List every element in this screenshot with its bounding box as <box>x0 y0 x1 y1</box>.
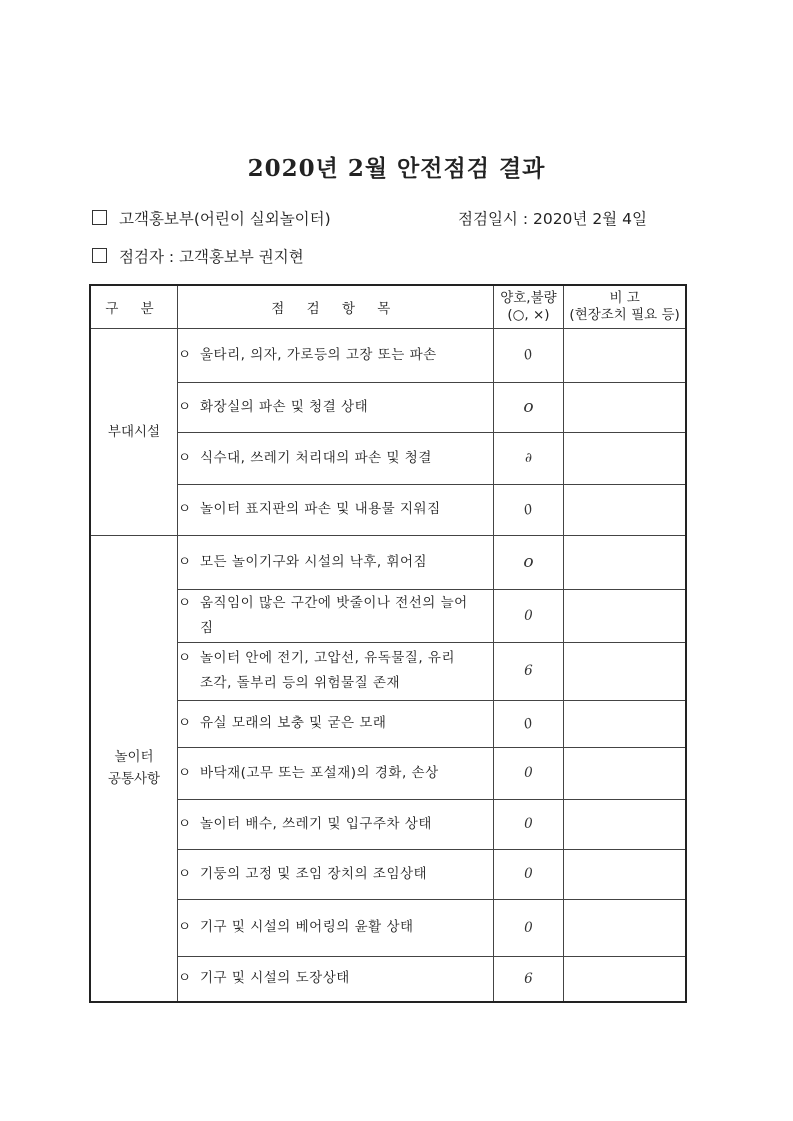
result-mark: 0 <box>524 765 533 781</box>
bullet-icon: ㅇ <box>178 449 192 466</box>
bullet-icon: ㅇ <box>178 715 192 731</box>
table-row <box>90 589 686 642</box>
check-item-text: 식수대, 쓰레기 처리대의 파손 및 청결 <box>200 449 432 466</box>
bullet-icon: ㅇ <box>178 970 192 987</box>
result-cell[interactable] <box>493 484 564 535</box>
result-cell[interactable] <box>493 328 564 382</box>
check-item <box>178 432 494 484</box>
department-line <box>92 207 331 229</box>
check-item <box>178 956 494 1002</box>
result-mark: 0 <box>524 607 533 624</box>
result-mark: ∂ <box>524 450 532 466</box>
inspector-line <box>92 245 304 267</box>
result-cell[interactable] <box>493 747 564 799</box>
note-cell[interactable] <box>564 432 686 484</box>
header-note-line1: 비 고 <box>609 289 640 306</box>
note-cell[interactable] <box>564 747 686 799</box>
table-row <box>90 956 686 1002</box>
table-row <box>90 535 686 589</box>
result-mark: 0 <box>524 866 533 882</box>
result-cell[interactable] <box>493 432 564 484</box>
table-row <box>90 747 686 799</box>
header-note-line2: (현장조치 필요 등) <box>569 306 680 323</box>
inspection-date: 점검일시 : 2020년 2월 4일 <box>458 210 647 228</box>
check-item <box>178 382 494 432</box>
check-item-text: 기구 및 시설의 베어링의 윤활 상태 <box>200 919 414 935</box>
bullet-icon: ㅇ <box>178 815 192 832</box>
bullet-icon: ㅇ <box>178 919 192 935</box>
table-row <box>90 642 686 700</box>
category-line2: 공통사항 <box>107 771 161 788</box>
check-item <box>178 700 494 747</box>
result-mark: o <box>523 552 534 572</box>
check-item-text: 모든 놀이기구와 시설의 낙후, 휘어짐 <box>200 553 428 570</box>
check-item-text: 놀이터 표지판의 파손 및 내용물 지워짐 <box>200 501 441 517</box>
note-cell[interactable] <box>564 535 686 589</box>
header-result-line1: 양호,불량 <box>500 289 557 306</box>
bullet-icon: ㅇ <box>178 865 192 882</box>
table-row <box>90 484 686 535</box>
result-cell[interactable] <box>493 899 564 956</box>
check-item-text: 울타리, 의자, 가로등의 고장 또는 파손 <box>200 346 437 363</box>
header-result <box>493 285 564 328</box>
table-row <box>90 899 686 956</box>
note-cell[interactable] <box>564 956 686 1002</box>
check-item-text: 놀이터 배수, 쓰레기 및 입구주차 상태 <box>200 815 432 832</box>
bullet-icon: ㅇ <box>178 594 192 611</box>
result-mark: 6 <box>524 663 533 679</box>
checkbox-department[interactable] <box>92 210 107 225</box>
checkbox-inspector[interactable] <box>92 248 107 263</box>
department-label: 고객홍보부(어린이 실외놀이터) <box>119 210 331 228</box>
bullet-icon: ㅇ <box>178 346 192 363</box>
check-item-text: 기구 및 시설의 도장상태 <box>200 970 350 987</box>
bullet-icon: ㅇ <box>178 398 192 415</box>
inspector-label: 점검자 : 고객홍보부 권지현 <box>119 248 304 266</box>
result-mark: 0 <box>524 816 533 832</box>
check-item <box>178 535 494 589</box>
note-cell[interactable] <box>564 484 686 535</box>
result-mark: 0 <box>522 714 535 733</box>
header-category: 구 분 <box>90 285 178 328</box>
header-item: 점 검 항 목 <box>178 285 494 328</box>
check-item <box>178 899 494 956</box>
check-item-text: 기둥의 고정 및 조임 장치의 조임상태 <box>200 865 428 882</box>
result-cell[interactable] <box>493 535 564 589</box>
check-item <box>178 747 494 799</box>
note-cell[interactable] <box>564 642 686 700</box>
result-cell[interactable] <box>493 589 564 642</box>
check-item-text: 바닥재(고무 또는 포설재)의 경화, 손상 <box>200 764 439 781</box>
bullet-icon: ㅇ <box>178 501 192 517</box>
result-cell[interactable] <box>493 700 564 747</box>
check-item <box>178 328 494 382</box>
result-mark: 0 <box>522 500 535 519</box>
table-row <box>90 799 686 849</box>
header-result-line2: (○, ×) <box>507 306 550 323</box>
check-item-text: 움직임이 많은 구간에 밧줄이나 전선의 늘어짐 <box>200 594 468 636</box>
bullet-icon: ㅇ <box>178 650 192 666</box>
note-cell[interactable] <box>564 328 686 382</box>
result-cell[interactable] <box>493 956 564 1002</box>
table-row <box>90 849 686 899</box>
result-mark: 0 <box>522 346 535 364</box>
check-item <box>178 589 494 642</box>
result-cell[interactable] <box>493 382 564 432</box>
table-row <box>90 328 686 382</box>
note-cell[interactable] <box>564 899 686 956</box>
result-cell[interactable] <box>493 642 564 700</box>
category-line1: 놀이터 <box>114 749 154 766</box>
check-item <box>178 799 494 849</box>
note-cell[interactable] <box>564 700 686 747</box>
result-cell[interactable] <box>493 799 564 849</box>
header-row <box>90 285 686 328</box>
page-title: 2020년 2월 안전점검 결과 <box>247 155 546 182</box>
result-mark: o <box>523 397 534 417</box>
category-playground-common <box>90 535 178 1002</box>
result-mark: 6 <box>524 970 533 987</box>
note-cell[interactable] <box>564 799 686 849</box>
check-item-text: 화장실의 파손 및 청결 상태 <box>200 398 369 415</box>
check-item-text: 놀이터 안에 전기, 고압선, 유독물질, 유리조각, 돌부리 등의 위험물질 존재 <box>200 650 455 691</box>
check-item-text: 유실 모래의 보충 및 굳은 모래 <box>200 715 387 731</box>
note-cell[interactable] <box>564 589 686 642</box>
table-row <box>90 432 686 484</box>
check-item <box>178 484 494 535</box>
result-mark: 0 <box>524 919 533 936</box>
check-item <box>178 849 494 899</box>
note-cell[interactable] <box>564 849 686 899</box>
table-row <box>90 382 686 432</box>
result-cell[interactable] <box>493 849 564 899</box>
bullet-icon: ㅇ <box>178 553 192 570</box>
header-note <box>564 285 686 328</box>
table-row <box>90 700 686 747</box>
category-facilities: 부대시설 <box>90 328 178 535</box>
note-cell[interactable] <box>564 382 686 432</box>
bullet-icon: ㅇ <box>178 764 192 781</box>
check-item <box>178 642 494 700</box>
inspection-table <box>89 284 687 1003</box>
